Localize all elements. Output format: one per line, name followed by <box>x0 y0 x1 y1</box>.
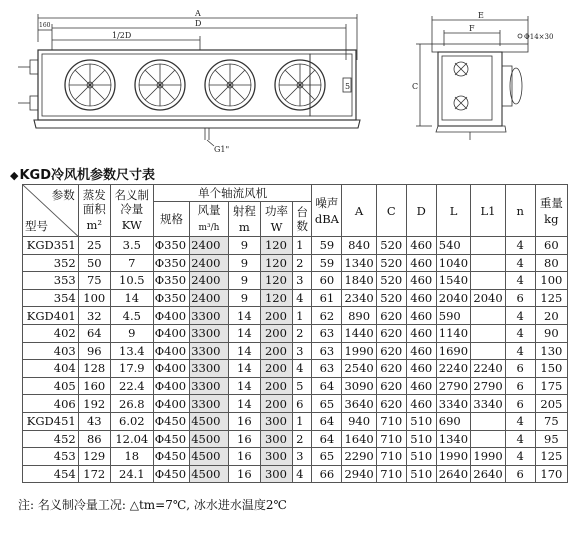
cell-l1: 2640 <box>471 465 505 483</box>
cell-air: 3300 <box>190 360 229 378</box>
cell-a: 2290 <box>342 448 376 466</box>
cell-area: 96 <box>78 342 110 360</box>
cell-c: 520 <box>376 272 406 290</box>
cell-n: 4 <box>505 342 535 360</box>
cell-noise: 64 <box>312 430 342 448</box>
cell-a: 840 <box>342 237 376 255</box>
cell-model: 354 <box>23 289 79 307</box>
cell-l: 2640 <box>436 465 471 483</box>
cell-n: 6 <box>505 395 535 413</box>
cell-c: 710 <box>376 465 406 483</box>
header-weight <box>535 185 567 237</box>
cell-cnt: 1 <box>293 237 312 255</box>
cell-range: 16 <box>228 430 260 448</box>
cell-l1: 2240 <box>471 360 505 378</box>
header-noise-unit: dBA <box>314 211 339 226</box>
cell-w: 75 <box>535 412 567 430</box>
cell-noise: 59 <box>312 237 342 255</box>
cell-cnt: 3 <box>293 272 312 290</box>
cell-area: 100 <box>78 289 110 307</box>
cell-cnt: 2 <box>293 430 312 448</box>
diamond-icon: ◆ <box>10 169 19 182</box>
cell-n: 4 <box>505 430 535 448</box>
cell-area: 86 <box>78 430 110 448</box>
cell-c: 520 <box>376 237 406 255</box>
header-weight-text: 重量 <box>539 195 563 210</box>
cell-air: 3300 <box>190 324 229 342</box>
table-row <box>23 342 568 360</box>
cell-cool: 22.4 <box>110 377 153 395</box>
cell-l: 1140 <box>436 324 471 342</box>
header-air <box>190 202 229 237</box>
cell-n: 4 <box>505 324 535 342</box>
cell-a: 1640 <box>342 430 376 448</box>
cell-cool: 13.4 <box>110 342 153 360</box>
header-count-text: 台数 <box>296 204 308 233</box>
cell-l: 2240 <box>436 360 471 378</box>
cell-d: 460 <box>406 237 436 255</box>
cell-power: 300 <box>260 412 292 430</box>
header-d: D <box>406 185 436 237</box>
cell-w: 60 <box>535 237 567 255</box>
cell-d: 510 <box>406 448 436 466</box>
cell-a: 3090 <box>342 377 376 395</box>
cell-d: 460 <box>406 377 436 395</box>
cell-l: 2790 <box>436 377 471 395</box>
cell-cool: 18 <box>110 448 153 466</box>
section-title-text: KGD冷风机参数尺寸表 <box>19 168 156 183</box>
cell-spec: Φ450 <box>153 412 189 430</box>
header-power <box>260 202 292 237</box>
cell-air: 2400 <box>190 237 229 255</box>
header-fan-group: 单个轴流风机 <box>153 185 312 202</box>
cell-c: 710 <box>376 448 406 466</box>
cell-air: 3300 <box>190 342 229 360</box>
cell-cnt: 2 <box>293 254 312 272</box>
cell-l1 <box>471 272 505 290</box>
cell-power: 200 <box>260 307 292 325</box>
cell-spec: Φ450 <box>153 448 189 466</box>
cell-d: 460 <box>406 307 436 325</box>
table-row <box>23 465 568 483</box>
cell-l: 2040 <box>436 289 471 307</box>
cell-cnt: 5 <box>293 377 312 395</box>
header-n: n <box>505 185 535 237</box>
table-row <box>23 360 568 378</box>
cell-cool: 26.8 <box>110 395 153 413</box>
table-row <box>23 307 568 325</box>
header-corner <box>23 185 79 237</box>
cell-model: 402 <box>23 324 79 342</box>
cell-l1: 3340 <box>471 395 505 413</box>
cell-cool: 6.02 <box>110 412 153 430</box>
cell-power: 200 <box>260 342 292 360</box>
cell-a: 1990 <box>342 342 376 360</box>
cell-n: 4 <box>505 448 535 466</box>
cell-air: 3300 <box>190 307 229 325</box>
cell-l: 540 <box>436 237 471 255</box>
cell-model: 403 <box>23 342 79 360</box>
cell-area: 160 <box>78 377 110 395</box>
cell-power: 300 <box>260 430 292 448</box>
section-title <box>10 164 155 183</box>
cell-range: 14 <box>228 395 260 413</box>
cell-model: 353 <box>23 272 79 290</box>
cell-range: 16 <box>228 465 260 483</box>
header-noise-text: 噪声 <box>315 195 339 210</box>
cell-power: 120 <box>260 237 292 255</box>
cell-power: 300 <box>260 448 292 466</box>
cell-noise: 65 <box>312 448 342 466</box>
dim-half-d: 1/2D <box>112 31 132 40</box>
cell-a: 1340 <box>342 254 376 272</box>
header-spec: 规格 <box>153 202 189 237</box>
cell-w: 125 <box>535 289 567 307</box>
cell-model: 452 <box>23 430 79 448</box>
header-cooling-text: 名义制冷量 <box>114 188 150 216</box>
cell-area: 192 <box>78 395 110 413</box>
cell-power: 120 <box>260 272 292 290</box>
cell-w: 175 <box>535 377 567 395</box>
cell-c: 620 <box>376 342 406 360</box>
cell-w: 100 <box>535 272 567 290</box>
cell-a: 890 <box>342 307 376 325</box>
header-weight-unit: kg <box>544 211 559 226</box>
cell-l1 <box>471 307 505 325</box>
header-evap-area <box>78 185 110 237</box>
cell-w: 130 <box>535 342 567 360</box>
cell-air: 3300 <box>190 377 229 395</box>
cell-range: 9 <box>228 254 260 272</box>
cell-n: 6 <box>505 360 535 378</box>
table-row <box>23 324 568 342</box>
cell-power: 200 <box>260 377 292 395</box>
cell-c: 520 <box>376 254 406 272</box>
cell-l1: 2040 <box>471 289 505 307</box>
hole-label: Φ14×30 <box>524 33 554 41</box>
cell-air: 2400 <box>190 289 229 307</box>
cell-l1 <box>471 237 505 255</box>
cell-range: 14 <box>228 307 260 325</box>
cell-n: 4 <box>505 412 535 430</box>
cell-c: 520 <box>376 289 406 307</box>
cell-cool: 7 <box>110 254 153 272</box>
cell-cool: 9 <box>110 324 153 342</box>
cell-c: 620 <box>376 360 406 378</box>
cell-d: 510 <box>406 412 436 430</box>
cell-noise: 66 <box>312 465 342 483</box>
cell-cool: 17.9 <box>110 360 153 378</box>
cell-model: 406 <box>23 395 79 413</box>
cell-d: 460 <box>406 395 436 413</box>
cell-a: 2540 <box>342 360 376 378</box>
cell-spec: Φ350 <box>153 237 189 255</box>
cell-model: KGD351 <box>23 237 79 255</box>
cell-model: KGD451 <box>23 412 79 430</box>
cell-air: 2400 <box>190 254 229 272</box>
header-evap-area-text: 蒸发面积 <box>82 188 106 216</box>
dim-e: E <box>478 11 484 20</box>
header-l: L <box>436 185 471 237</box>
cell-l: 1690 <box>436 342 471 360</box>
cell-cool: 12.04 <box>110 430 153 448</box>
cell-w: 170 <box>535 465 567 483</box>
header-c: C <box>376 185 406 237</box>
cell-area: 129 <box>78 448 110 466</box>
cell-w: 95 <box>535 430 567 448</box>
cell-c: 710 <box>376 430 406 448</box>
cell-l1 <box>471 342 505 360</box>
cell-c: 620 <box>376 377 406 395</box>
pipe-label: G1" <box>214 145 230 154</box>
cell-c: 620 <box>376 395 406 413</box>
cell-air: 4500 <box>190 465 229 483</box>
table-row <box>23 254 568 272</box>
cell-l: 1990 <box>436 448 471 466</box>
cell-d: 460 <box>406 342 436 360</box>
cell-noise: 63 <box>312 360 342 378</box>
cell-noise: 62 <box>312 307 342 325</box>
cell-air: 4500 <box>190 430 229 448</box>
dim-d: D <box>195 19 202 28</box>
cell-spec: Φ400 <box>153 360 189 378</box>
cell-area: 43 <box>78 412 110 430</box>
table-row <box>23 237 568 255</box>
header-power-text: 功率 <box>265 204 289 218</box>
cell-l: 690 <box>436 412 471 430</box>
cell-d: 460 <box>406 289 436 307</box>
cell-area: 25 <box>78 237 110 255</box>
table-row <box>23 448 568 466</box>
cell-spec: Φ400 <box>153 342 189 360</box>
header-range-text: 射程 <box>232 204 256 218</box>
cell-a: 2940 <box>342 465 376 483</box>
header-count <box>293 202 312 237</box>
cell-a: 2340 <box>342 289 376 307</box>
header-cooling-unit: KW <box>121 218 142 232</box>
cell-l1 <box>471 430 505 448</box>
cell-area: 50 <box>78 254 110 272</box>
cell-power: 300 <box>260 465 292 483</box>
cell-a: 1440 <box>342 324 376 342</box>
header-model: 型号 <box>25 219 48 233</box>
table-body <box>23 237 568 483</box>
cell-n: 4 <box>505 272 535 290</box>
cell-model: 453 <box>23 448 79 466</box>
cell-w: 150 <box>535 360 567 378</box>
cell-d: 460 <box>406 360 436 378</box>
fan-count-label: 5 <box>345 82 351 91</box>
cell-d: 460 <box>406 254 436 272</box>
cell-n: 4 <box>505 307 535 325</box>
cell-c: 620 <box>376 324 406 342</box>
cell-l: 1340 <box>436 430 471 448</box>
cell-area: 172 <box>78 465 110 483</box>
cell-model: 454 <box>23 465 79 483</box>
cell-spec: Φ400 <box>153 324 189 342</box>
cell-c: 710 <box>376 412 406 430</box>
dim-f: F <box>469 24 475 33</box>
table-row <box>23 395 568 413</box>
header-noise <box>312 185 342 237</box>
header-param: 参数 <box>51 188 75 202</box>
cell-noise: 65 <box>312 395 342 413</box>
cell-power: 120 <box>260 289 292 307</box>
header-air-unit: m³/h <box>198 223 220 233</box>
cell-n: 4 <box>505 237 535 255</box>
cell-spec: Φ450 <box>153 465 189 483</box>
cell-l: 3340 <box>436 395 471 413</box>
cell-range: 14 <box>228 324 260 342</box>
cell-air: 4500 <box>190 448 229 466</box>
cell-range: 16 <box>228 448 260 466</box>
cell-noise: 63 <box>312 324 342 342</box>
cell-power: 200 <box>260 324 292 342</box>
cell-area: 75 <box>78 272 110 290</box>
cell-model: KGD401 <box>23 307 79 325</box>
cell-noise: 63 <box>312 342 342 360</box>
cell-l1 <box>471 254 505 272</box>
cell-range: 14 <box>228 342 260 360</box>
cell-range: 14 <box>228 360 260 378</box>
cell-power: 120 <box>260 254 292 272</box>
cell-d: 460 <box>406 324 436 342</box>
technical-drawing <box>0 0 582 160</box>
cell-cool: 3.5 <box>110 237 153 255</box>
cell-spec: Φ450 <box>153 430 189 448</box>
dim-c: C <box>412 82 419 91</box>
cell-cnt: 4 <box>293 360 312 378</box>
cell-spec: Φ350 <box>153 289 189 307</box>
header-a: A <box>342 185 376 237</box>
cell-range: 9 <box>228 289 260 307</box>
cell-w: 90 <box>535 324 567 342</box>
cell-air: 3300 <box>190 395 229 413</box>
cell-spec: Φ400 <box>153 307 189 325</box>
cell-spec: Φ350 <box>153 254 189 272</box>
cell-d: 510 <box>406 465 436 483</box>
cell-spec: Φ400 <box>153 395 189 413</box>
cell-power: 200 <box>260 395 292 413</box>
header-range-unit: m <box>238 220 250 234</box>
cell-cool: 14 <box>110 289 153 307</box>
header-air-text: 风量 <box>197 203 221 217</box>
spec-table <box>22 184 568 483</box>
cell-cnt: 1 <box>293 412 312 430</box>
cell-area: 32 <box>78 307 110 325</box>
cell-range: 9 <box>228 272 260 290</box>
cell-l1 <box>471 324 505 342</box>
cell-range: 14 <box>228 377 260 395</box>
table-row <box>23 430 568 448</box>
cell-cool: 10.5 <box>110 272 153 290</box>
cell-noise: 61 <box>312 289 342 307</box>
cell-a: 1840 <box>342 272 376 290</box>
cell-noise: 59 <box>312 254 342 272</box>
cell-cool: 4.5 <box>110 307 153 325</box>
dim-160: 160 <box>39 22 51 29</box>
cell-w: 20 <box>535 307 567 325</box>
cell-cnt: 3 <box>293 448 312 466</box>
cell-power: 200 <box>260 360 292 378</box>
cell-c: 620 <box>376 307 406 325</box>
cell-w: 125 <box>535 448 567 466</box>
cell-noise: 60 <box>312 272 342 290</box>
cell-model: 405 <box>23 377 79 395</box>
cell-noise: 64 <box>312 412 342 430</box>
cell-d: 460 <box>406 272 436 290</box>
cell-cnt: 2 <box>293 324 312 342</box>
cell-area: 64 <box>78 324 110 342</box>
cell-l1 <box>471 412 505 430</box>
table-row <box>23 377 568 395</box>
header-power-unit: W <box>270 220 283 234</box>
table-row <box>23 272 568 290</box>
cell-l: 590 <box>436 307 471 325</box>
cell-a: 940 <box>342 412 376 430</box>
header-cooling <box>110 185 153 237</box>
cell-air: 2400 <box>190 272 229 290</box>
cell-cnt: 1 <box>293 307 312 325</box>
cell-area: 128 <box>78 360 110 378</box>
header-l1: L1 <box>471 185 505 237</box>
cell-l1: 1990 <box>471 448 505 466</box>
cell-w: 80 <box>535 254 567 272</box>
cell-spec: Φ400 <box>153 377 189 395</box>
header-evap-unit: m² <box>86 218 103 232</box>
table-row <box>23 412 568 430</box>
cell-model: 352 <box>23 254 79 272</box>
cell-a: 3640 <box>342 395 376 413</box>
header-range <box>228 202 260 237</box>
cell-cnt: 6 <box>293 395 312 413</box>
cell-n: 4 <box>505 254 535 272</box>
cell-model: 404 <box>23 360 79 378</box>
cell-l: 1040 <box>436 254 471 272</box>
cell-range: 16 <box>228 412 260 430</box>
cell-air: 4500 <box>190 412 229 430</box>
cell-n: 6 <box>505 289 535 307</box>
cell-spec: Φ350 <box>153 272 189 290</box>
footnote: 注: 名义制冷量工况: △tm=7℃, 冰水进水温度2℃ <box>18 498 287 512</box>
cell-w: 205 <box>535 395 567 413</box>
cell-l1: 2790 <box>471 377 505 395</box>
cell-cnt: 4 <box>293 465 312 483</box>
cell-l: 1540 <box>436 272 471 290</box>
cell-d: 510 <box>406 430 436 448</box>
dim-a: A <box>195 9 201 18</box>
cell-cnt: 3 <box>293 342 312 360</box>
cell-noise: 64 <box>312 377 342 395</box>
cell-cnt: 4 <box>293 289 312 307</box>
cell-cool: 24.1 <box>110 465 153 483</box>
cell-n: 6 <box>505 377 535 395</box>
table-row <box>23 289 568 307</box>
cell-n: 6 <box>505 465 535 483</box>
cell-range: 9 <box>228 237 260 255</box>
